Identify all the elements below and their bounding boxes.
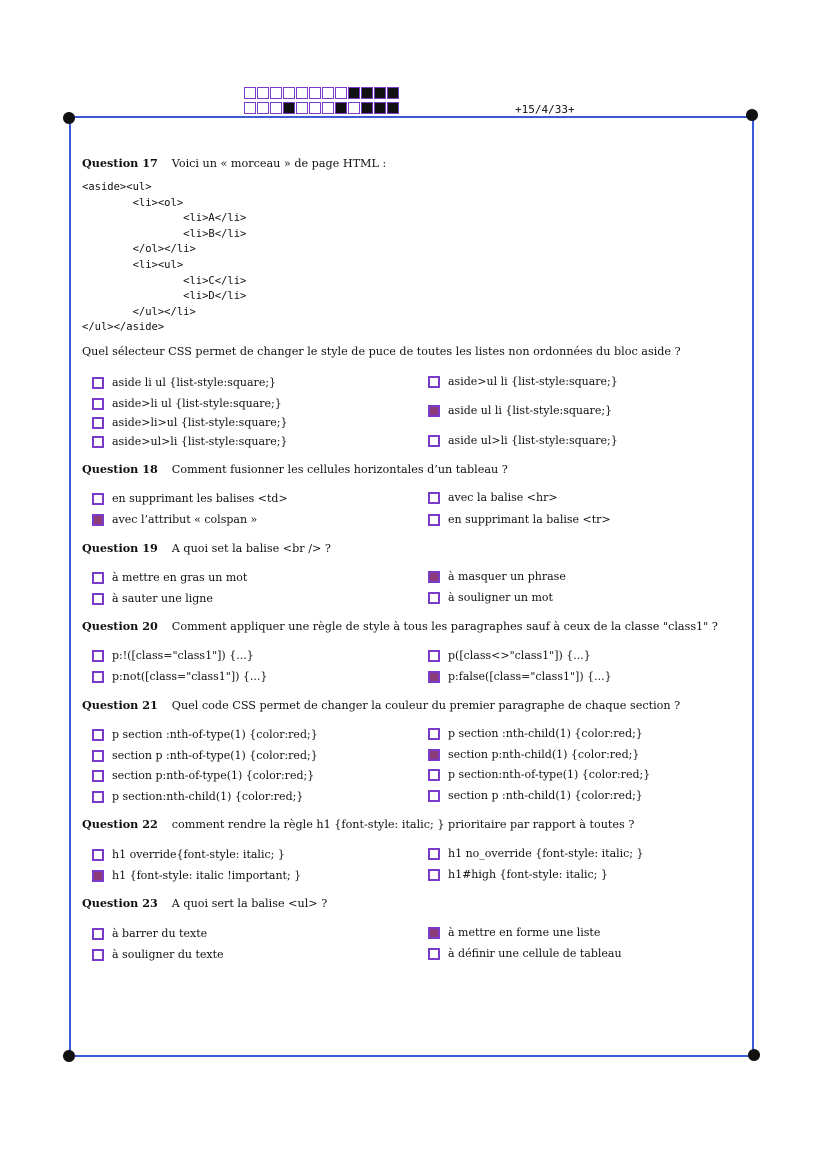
answer-checkbox[interactable] — [92, 417, 104, 429]
answer-checkbox[interactable] — [92, 928, 104, 940]
question-text: A quoi set la balise <br /> ? — [171, 542, 331, 555]
html-code-snippet: <aside><ul> <li><ol> <li>A</li> <li>B</li> </ol></li> <li><ul> <li>C</li> <li>D</li> </ul></li> </ul></aside> — [82, 181, 247, 334]
answer-label: à barrer du texte — [112, 927, 208, 940]
answer-option[interactable] — [428, 868, 608, 881]
grid-cell — [270, 87, 282, 99]
answer-checkbox[interactable] — [92, 514, 104, 526]
answer-checkbox[interactable] — [92, 849, 104, 861]
grid-cell — [348, 87, 360, 99]
answer-option[interactable] — [92, 848, 285, 861]
answer-checkbox[interactable] — [92, 750, 104, 762]
answer-label: en supprimant les balises <td> — [112, 492, 288, 505]
frame-right-line — [752, 116, 754, 1056]
answer-label: p:!([class="class1"]) {...} — [112, 649, 254, 662]
answer-checkbox[interactable] — [92, 650, 104, 662]
answer-checkbox[interactable] — [428, 927, 440, 939]
grid-cell — [335, 102, 347, 114]
question-21 — [82, 698, 742, 712]
answer-label: p section :nth-child(1) {color:red;} — [448, 727, 643, 740]
answer-label: à mettre en gras un mot — [112, 571, 248, 584]
grid-cell — [335, 87, 347, 99]
answer-option[interactable] — [428, 748, 639, 761]
question-number: Question 18 — [82, 462, 158, 476]
answer-checkbox[interactable] — [428, 769, 440, 781]
answer-label: p section:nth-child(1) {color:red;} — [112, 790, 304, 803]
grid-cell — [244, 87, 256, 99]
question-18 — [82, 462, 742, 476]
question-number: Question 23 — [82, 896, 158, 910]
answer-label: aside>li ul {list-style:square;} — [112, 397, 282, 410]
answer-checkbox[interactable] — [428, 492, 440, 504]
grid-cell — [244, 102, 256, 114]
answer-checkbox[interactable] — [92, 791, 104, 803]
question-text: Comment appliquer une règle de style à tous les paragraphes sauf à ceux de la classe "class1" ? — [171, 620, 718, 633]
answer-checkbox[interactable] — [92, 671, 104, 683]
grid-cell — [283, 87, 295, 99]
frame-top-line — [69, 116, 754, 118]
answer-option[interactable] — [92, 649, 254, 662]
answer-label: section p :nth-of-type(1) {color:red;} — [112, 749, 318, 762]
answer-label: aside>li>ul {list-style:square;} — [112, 416, 288, 429]
question-text: comment rendre la règle h1 {font-style: italic; } prioritaire par rapport à toutes ? — [171, 818, 635, 831]
answer-checkbox[interactable] — [92, 729, 104, 741]
corner-marker-top-left — [63, 112, 75, 124]
answer-checkbox[interactable] — [92, 770, 104, 782]
answer-checkbox[interactable] — [428, 592, 440, 604]
answer-option[interactable] — [92, 513, 257, 526]
frame-bottom-line — [69, 1055, 754, 1057]
answer-option[interactable] — [92, 376, 276, 389]
answer-option[interactable] — [428, 570, 566, 583]
answer-label: aside>ul li {list-style:square;} — [448, 375, 618, 388]
grid-cell — [309, 102, 321, 114]
answer-label: p section :nth-of-type(1) {color:red;} — [112, 728, 318, 741]
grid-cell — [361, 102, 373, 114]
answer-label: à mettre en forme une liste — [448, 926, 601, 939]
answer-label: aside ul>li {list-style:square;} — [448, 434, 618, 447]
answer-checkbox[interactable] — [428, 671, 440, 683]
answer-option[interactable] — [428, 375, 618, 388]
answer-option[interactable] — [428, 947, 622, 960]
grid-cell — [361, 87, 373, 99]
answer-option[interactable] — [92, 790, 303, 803]
question-text: A quoi sert la balise <ul> ? — [171, 897, 328, 910]
answer-checkbox[interactable] — [428, 650, 440, 662]
answer-label: avec l’attribut « colspan » — [112, 513, 258, 526]
answer-label: p section:nth-of-type(1) {color:red;} — [448, 768, 651, 781]
answer-checkbox[interactable] — [428, 869, 440, 881]
grid-cell — [296, 87, 308, 99]
answer-checkbox[interactable] — [428, 571, 440, 583]
answer-label: h1 no_override {font-style: italic; } — [448, 847, 644, 860]
answer-option[interactable] — [428, 649, 591, 662]
question-22 — [82, 817, 742, 831]
answer-checkbox[interactable] — [428, 376, 440, 388]
grid-cell — [296, 102, 308, 114]
answer-label: avec la balise <hr> — [448, 491, 558, 504]
answer-checkbox[interactable] — [92, 377, 104, 389]
question-23 — [82, 896, 742, 910]
question-number: Question 22 — [82, 817, 158, 831]
grid-cell — [270, 102, 282, 114]
frame-left-line — [69, 116, 71, 1056]
answer-label: h1 override{font-style: italic; } — [112, 848, 285, 861]
grid-cell — [387, 102, 399, 114]
grid-cell — [309, 87, 321, 99]
answer-checkbox[interactable] — [428, 749, 440, 761]
question-20 — [82, 619, 742, 633]
answer-label: aside>ul>li {list-style:square;} — [112, 435, 288, 448]
answer-option[interactable] — [428, 670, 612, 683]
question-17-prompt: Quel sélecteur CSS permet de changer le style de puce de toutes les listes non ordonnées du bloc aside ? — [82, 345, 681, 358]
question-number: Question 19 — [82, 541, 158, 555]
question-text: Quel code CSS permet de changer la couleur du premier paragraphe de chaque section ? — [171, 699, 681, 712]
question-number: Question 21 — [82, 698, 158, 712]
answer-label: section p :nth-child(1) {color:red;} — [448, 789, 643, 802]
answer-checkbox[interactable] — [428, 405, 440, 417]
answer-option[interactable] — [428, 404, 612, 417]
answer-label: à souligner du texte — [112, 948, 224, 961]
answer-option[interactable] — [92, 571, 247, 584]
grid-cell — [322, 87, 334, 99]
answer-checkbox[interactable] — [92, 398, 104, 410]
answer-option[interactable] — [428, 926, 600, 939]
answer-option[interactable] — [428, 768, 650, 781]
grid-cell — [348, 102, 360, 114]
answer-checkbox[interactable] — [92, 593, 104, 605]
question-text: Voici un « morceau » de page HTML : — [171, 157, 387, 170]
answer-checkbox[interactable] — [92, 436, 104, 448]
answer-option[interactable] — [92, 592, 213, 605]
question-text: Comment fusionner les cellules horizontales d’un tableau ? — [171, 463, 508, 476]
answer-option[interactable] — [92, 670, 267, 683]
page-code: +15/4/33+ — [515, 103, 575, 116]
answer-label: en supprimant la balise <tr> — [448, 513, 611, 526]
answer-option[interactable] — [428, 591, 553, 604]
answer-label: à masquer un phrase — [448, 570, 566, 583]
answer-option[interactable] — [428, 847, 644, 860]
answer-checkbox[interactable] — [428, 848, 440, 860]
answer-option[interactable] — [92, 416, 287, 429]
answer-checkbox[interactable] — [428, 435, 440, 447]
corner-marker-bottom-left — [63, 1050, 75, 1062]
answer-option[interactable] — [428, 513, 611, 526]
answer-option[interactable] — [428, 727, 643, 740]
answer-option[interactable] — [92, 492, 288, 505]
question-number: Question 17 — [82, 156, 158, 170]
grid-cell — [283, 102, 295, 114]
corner-marker-bottom-right — [748, 1049, 760, 1061]
answer-option[interactable] — [92, 769, 314, 782]
question-19 — [82, 541, 742, 555]
answer-label: aside ul li {list-style:square;} — [448, 404, 613, 417]
answer-checkbox[interactable] — [92, 493, 104, 505]
grid-cell — [374, 102, 386, 114]
answer-option[interactable] — [92, 927, 207, 940]
answer-checkbox[interactable] — [92, 572, 104, 584]
answer-label: h1 {font-style: italic !important; } — [112, 869, 302, 882]
question-number: Question 20 — [82, 619, 158, 633]
answer-option[interactable] — [92, 869, 301, 882]
question-17 — [82, 156, 742, 170]
answer-checkbox[interactable] — [92, 949, 104, 961]
answer-label: p:false([class="class1"]) {...} — [448, 670, 612, 683]
answer-label: section p:nth-child(1) {color:red;} — [448, 748, 640, 761]
grid-cell — [257, 87, 269, 99]
answer-label: à souligner un mot — [448, 591, 553, 604]
answer-option[interactable] — [92, 749, 318, 762]
answer-checkbox[interactable] — [92, 870, 104, 882]
grid-cell — [322, 102, 334, 114]
answer-option[interactable] — [92, 948, 224, 961]
grid-row — [244, 87, 400, 99]
answer-label: section p:nth-of-type(1) {color:red;} — [112, 769, 315, 782]
corner-marker-top-right — [746, 109, 758, 121]
answer-label: aside li ul {list-style:square;} — [112, 376, 277, 389]
answer-checkbox[interactable] — [428, 728, 440, 740]
answer-checkbox[interactable] — [428, 514, 440, 526]
answer-label: h1#high {font-style: italic; } — [448, 868, 608, 881]
answer-checkbox[interactable] — [428, 790, 440, 802]
answer-option[interactable] — [428, 434, 618, 447]
grid-cell — [374, 87, 386, 99]
answer-label: à définir une cellule de tableau — [448, 947, 622, 960]
grid-cell — [387, 87, 399, 99]
answer-option[interactable] — [92, 435, 287, 448]
grid-row — [244, 102, 400, 114]
answer-option[interactable] — [92, 728, 318, 741]
answer-option[interactable] — [92, 397, 282, 410]
answer-label: p:not([class="class1"]) {...} — [112, 670, 268, 683]
answer-label: à sauter une ligne — [112, 592, 213, 605]
answer-option[interactable] — [428, 491, 558, 504]
answer-label: p([class<>"class1"]) {...} — [448, 649, 591, 662]
student-id-grid — [244, 87, 400, 117]
answer-checkbox[interactable] — [428, 948, 440, 960]
answer-option[interactable] — [428, 789, 643, 802]
grid-cell — [257, 102, 269, 114]
